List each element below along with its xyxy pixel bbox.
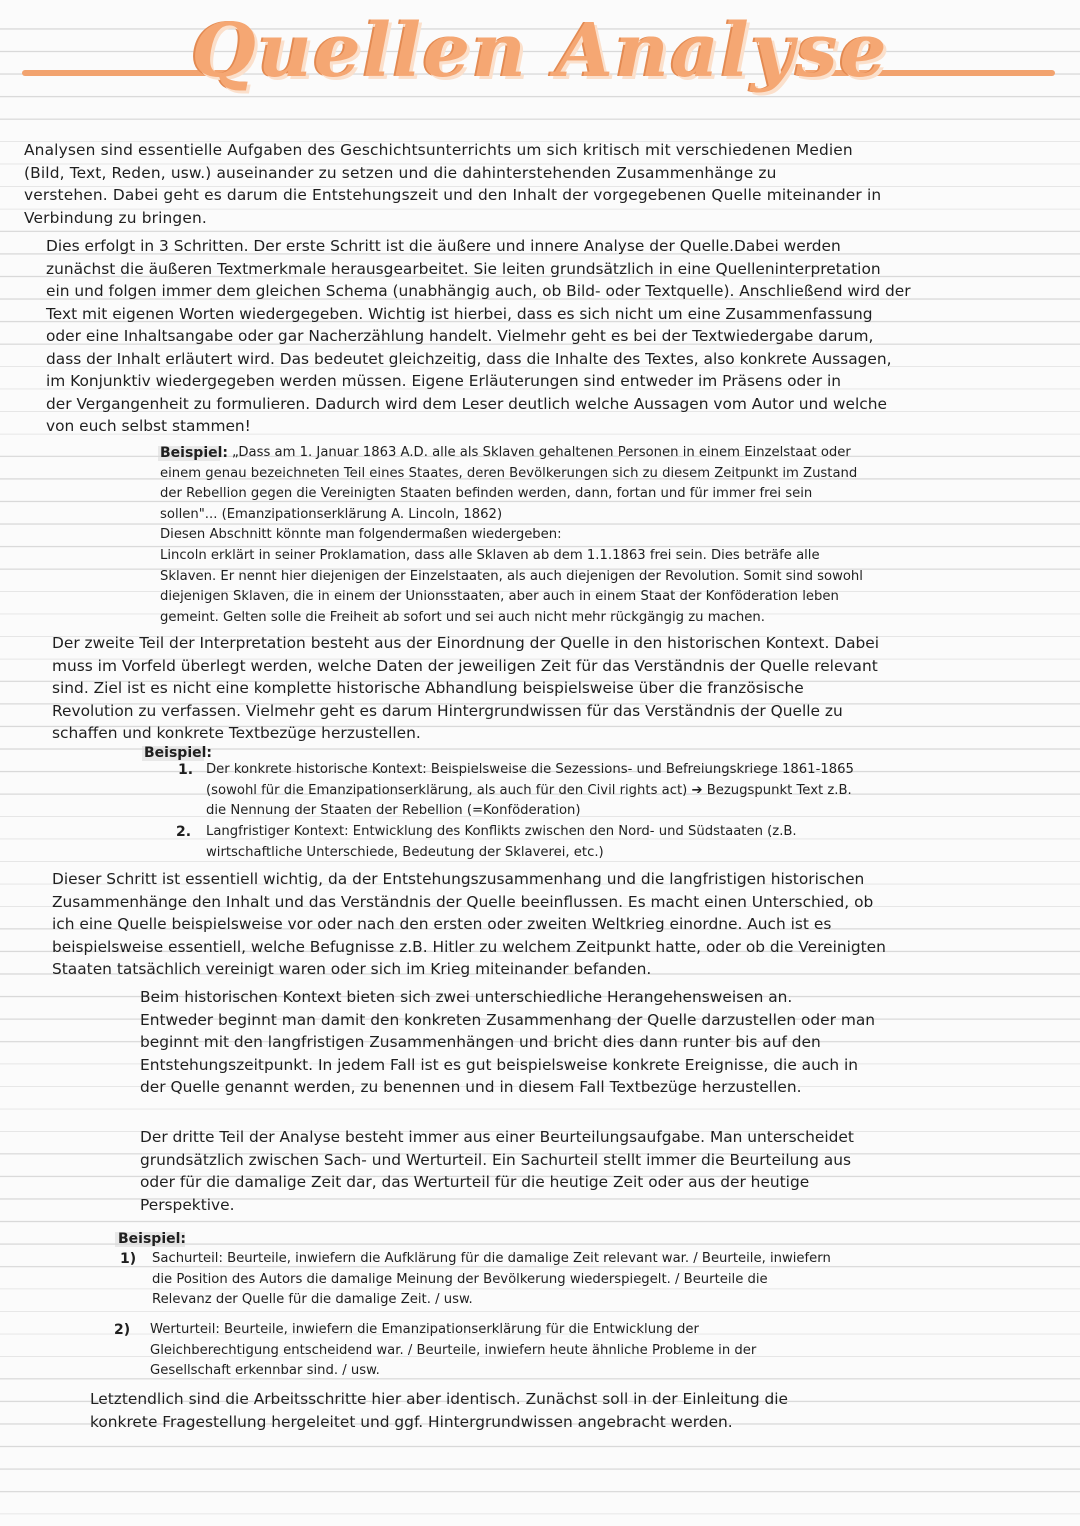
step2-importance-paragraph: Dieser Schritt ist essentiell wichtig, da der Entstehungszusammenhang und die langfristigen historischen Zusammenhänge den Inhalt und das Verständnis der Quelle beeinflussen. Es macht einen Unterschied, ob ich eine Quelle beispielsweise vor oder nach den ersten oder zweiten Weltkrieg einordne. Auch ist es beispielsweise essentiell, welche Befugnisse z.B. Hitler zu welchem Zeitpunkt hatte, oder ob die Vereinigten Staaten tatsächlich vereinigt waren oder sich im Krieg miteinander befanden. <box>52 870 886 978</box>
step3-paragraph: Der dritte Teil der Analyse besteht immer aus einer Beurteilungsaufgabe. Man unterscheidet grundsätzlich zwischen Sach- und Werturteil. Ein Sachurteil stellt immer die Beurteilung aus oder für die damalige Zeit dar, das Werturteil für die heutige Zeit oder aus der heutige Perspektive. <box>140 1128 854 1214</box>
step2-item-text: Der konkrete historische Kontext: Beispielsweise die Sezessions- und Befreiungskriege 1861-1865 (sowohl für die Emanzipationserklärung, als auch für den Civil rights act) ➔ Bezugspunkt Text z.B. die Nennung der Staaten der Rebellion (=Konföderation) <box>206 762 854 819</box>
page-title: Quellen Analyse <box>191 8 889 94</box>
step1-example-quote: „Dass am 1. Januar 1863 A.D. alle als Sklaven gehaltenen Personen in einem Einzelstaat oder einem genau bezeichneten Teil eines Staates, deren Bevölkerungen sich zu diesem Zeitpunkt im Zustand der Rebellion gegen die Vereinigten Staaten befinden werden, dann, fortan und für immer frei sein sollen"... (Emanzipationserklärung A. Lincoln, 1862) Diesen Abschnitt könnte man folgendermaßen wiedergeben: Lincoln erklärt in seiner Proklamation, dass alle Sklaven ab dem 1.1.1863 frei sein. Dies beträfe alle Sklaven. Er nennt hier diejenigen der Einzelstaaten, als auch diejenigen der Revolution. Somit sind sowohl diejenigen Sklaven, die in einem der Unionsstaaten, aber auch in einem Staat der Konföderation leben gemeint. Gelten solle die Freiheit ab sofort und sei auch nicht mehr rückgängig zu machen. <box>160 445 863 625</box>
step3-item-text: Werturteil: Beurteile, inwiefern die Emanzipationserklärung für die Entwicklung der Gleichberechtigung entscheidend war. / Beurteile, inwiefern heute ähnliche Probleme in der Gesellschaft erkennbar sind. / usw. <box>150 1322 757 1379</box>
intro-paragraph: Analysen sind essentielle Aufgaben des Geschichtsunterrichts um sich kritisch mit verschiedenen Medien (Bild, Text, Reden, usw.) auseinander zu setzen und die dahinterstehenden Zusammenhänge zu verstehen. Dabei geht es darum die Entstehungszeit und den Inhalt der vorgegebenen Quelle miteinander in Verbindung zu bringen. <box>24 141 882 227</box>
step2-item-number: 2. <box>176 824 192 840</box>
step2-paragraph: Der zweite Teil der Interpretation besteht aus der Einordnung der Quelle in den historischen Kontext. Dabei muss im Vorfeld überlegt werden, welche Daten der jeweiligen Zeit für das Verständnis der Quelle relevant sind. Ziel ist es nicht eine komplette historische Abhandlung beispielsweise über die französische Revolution zu verfassen. Vielmehr geht es darum Hintergrundwissen für das Verständnis der Quelle zu schaffen und konkrete Textbezüge herzustellen. <box>52 634 880 742</box>
step3-item-number: 1) <box>120 1251 137 1267</box>
context-approach-paragraph: Beim historischen Kontext bieten sich zwei unterschiedliche Herangehensweisen an. Entweder beginnt man damit den konkreten Zusammenhang der Quelle darzustellen oder man beginnt mit den langfristigen Zusammenhängen und bricht dies dann runter bis auf den Entstehungszeitpunkt. In jedem Fall ist es gut beispielsweise konkrete Ereignisse, die auch in der Quelle genannt werden, zu benennen und in diesem Fall Textbezüge herzustellen. <box>140 988 876 1096</box>
step2-example-label: Beispiel: <box>144 745 213 761</box>
step3-item-text: Sachurteil: Beurteile, inwiefern die Aufklärung für die damalige Zeit relevant war. / Beurteile, inwiefern die Position des Autors die damalige Meinung der Bevölkerung wiederspiegelt. / Beurteile die Relevanz der Quelle für die damalige Zeit. / usw. <box>152 1251 831 1308</box>
step1-paragraph: Dies erfolgt in 3 Schritten. Der erste Schritt ist die äußere und innere Analyse der Quelle.Dabei werden zunächst die äußeren Textmerkmale herausgearbeitet. Sie leiten grundsätzlich in eine Quelleninterpretation ein und folgen immer dem gleichen Schema (unabhängig auch, ob Bild- oder Textquelle). Anschließend wird der Text mit eigenen Worten wiedergegeben. Wichtig ist hierbei, dass es sich nicht um eine Zusammenfassung oder eine Inhaltsangabe oder gar Nacherzählung handelt. Vielmehr geht es bei der Textwiedergabe darum, dass der Inhalt erläutert wird. Das bedeutet gleichzeitig, dass die Inhalte des Textes, also konkrete Aussagen, im Konjunktiv wiedergegeben werden müssen. Eigene Erläuterungen sind entweder im Präsens oder in der Vergangenheit zu formulieren. Dadurch wird dem Leser deutlich welche Aussagen vom Autor und welche von euch selbst stammen! <box>46 237 911 435</box>
step1-example-label: Beispiel: <box>160 445 229 461</box>
step2-item-number: 1. <box>178 762 194 778</box>
step2-item-text: Langfristiger Kontext: Entwicklung des Konflikts zwischen den Nord- und Südstaaten (z.B. wirtschaftliche Unterschiede, Bedeutung der Sklaverei, etc.) <box>206 824 797 860</box>
step3-example-label: Beispiel: <box>118 1231 187 1247</box>
closing-paragraph: Letztendlich sind die Arbeitsschritte hier aber identisch. Zunächst soll in der Einleitung die konkrete Fragestellung hergeleitet und ggf. Hintergrundwissen angebracht werden. <box>90 1390 788 1431</box>
step3-item-number: 2) <box>114 1322 131 1338</box>
